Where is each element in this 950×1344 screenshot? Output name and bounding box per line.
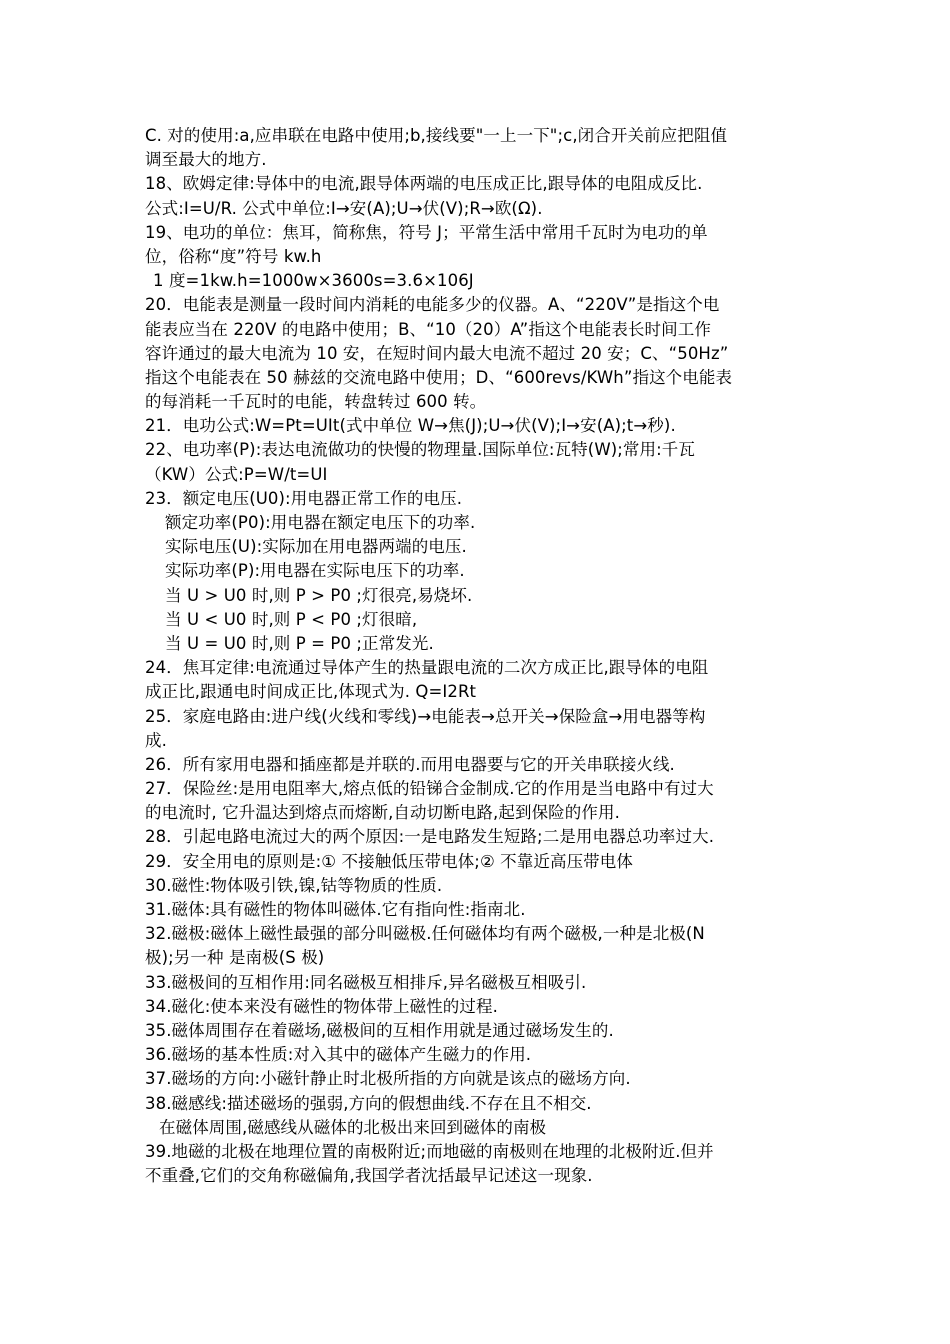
- text-line: 25．家庭电路由:进户线(火线和零线)→电能表→总开关→保险盒→用电器等构: [145, 706, 706, 726]
- text-line: 指这个电能表在 50 赫兹的交流电路中使用；D、“600revs/KWh”指这个电能表: [145, 367, 733, 387]
- text-line: 极);另一种 是南极(S 极): [145, 948, 325, 968]
- text-line: 在磁体周围,磁感线从磁体的北极出来回到磁体的南极: [159, 1117, 547, 1137]
- text-line: 29．安全用电的原则是:① 不接触低压带电体;② 不靠近高压带电体: [145, 851, 633, 871]
- text-line: 19、电功的单位：焦耳，简称焦，符号 J；平常生活中常用千瓦时为电功的单: [145, 222, 708, 242]
- text-line: 实际功率(P):用电器在实际电压下的功率.: [165, 561, 465, 581]
- text-line: 35.磁体周围存在着磁场,磁极间的互相作用就是通过磁场发生的.: [145, 1020, 614, 1040]
- text-line: 28．引起电路电流过大的两个原因:一是电路发生短路;二是用电器总功率过大.: [145, 827, 715, 847]
- text-line: 成正比,跟通电时间成正比,体现式为. Q=I2Rt: [145, 682, 477, 702]
- text-line: 调至最大的地方.: [145, 150, 267, 170]
- text-line: 的每消耗一千瓦时的电能，转盘转过 600 转。: [145, 392, 487, 412]
- text-line: 31.磁体:具有磁性的物体叫磁体.它有指向性:指南北.: [145, 900, 526, 919]
- text-line: 36.磁场的基本性质:对入其中的磁体产生磁力的作用.: [145, 1045, 532, 1065]
- text-line: 27．保险丝:是用电阻率大,熔点低的铅锑合金制成.它的作用是当电路中有过大: [145, 779, 714, 799]
- document-body: [145, 124, 815, 1188]
- text-line: 22、电功率(P):表达电流做功的快慢的物理量.国际单位:瓦特(W);常用:千瓦: [145, 440, 695, 460]
- text-line: 30.磁性:物体吸引铁,镍,钴等物质的性质.: [145, 875, 443, 895]
- text-line: 容许通过的最大电流为 10 安，在短时间内最大电流不超过 20 安；C、“50Hz”: [145, 343, 729, 363]
- text-line: 位，俗称“度”符号 kw.h: [145, 246, 322, 266]
- text-line: 的电流时, 它升温达到熔点而熔断,自动切断电路,起到保险的作用.: [145, 803, 620, 823]
- text-line: 18、欧姆定律:导体中的电流,跟导体两端的电压成正比,跟导体的电阻成反比.: [145, 174, 703, 194]
- text-line: 26．所有家用电器和插座都是并联的.而用电器要与它的开关串联接火线.: [145, 754, 675, 774]
- text-line: 当 U > U0 时,则 P > P0 ;灯很亮,易烧坏.: [165, 585, 473, 605]
- text-line: 当 U = U0 时,则 P = P0 ;正常发光.: [165, 633, 434, 653]
- text-line: 24．焦耳定律:电流通过导体产生的热量跟电流的二次方成正比,跟导体的电阻: [145, 658, 709, 678]
- text-line: C. 对的使用:a,应串联在电路中使用;b,接线要"一上一下";c,闭合开关前应把阻值: [145, 126, 728, 145]
- text-line: 不重叠,它们的交角称磁偏角,我国学者沈括最早记述这一现象.: [145, 1166, 593, 1186]
- text-line: 额定功率(P0):用电器在额定电压下的功率.: [165, 513, 476, 532]
- text-line: （KW）公式:P=W/t=UI: [145, 464, 328, 484]
- text-line: 20．电能表是测量一段时间内消耗的电能多少的仪器。A、“220V”是指这个电: [145, 295, 720, 315]
- text-line: 公式:I=U/R. 公式中单位:I→安(A);U→伏(V);R→欧(Ω).: [145, 198, 543, 218]
- text-line: 1 度=1kw.h=1000w×3600s=3.6×106J: [153, 271, 474, 291]
- text-line: 39.地磁的北极在地理位置的南极附近;而地磁的南极则在地理的北极附近.但并: [145, 1141, 714, 1161]
- text-line: 能表应当在 220V 的电路中使用；B、“10（20）A”指这个电能表长时间工作: [145, 319, 711, 339]
- text-line: 成.: [145, 730, 167, 750]
- text-line: 34.磁化:使本来没有磁性的物体带上磁性的过程.: [145, 996, 498, 1016]
- text-line: 实际电压(U):实际加在用电器两端的电压.: [165, 537, 467, 557]
- text-line: 23．额定电压(U0):用电器正常工作的电压.: [145, 488, 463, 508]
- text-line: 21．电功公式:W=Pt=UIt(式中单位 W→焦(J);U→伏(V);I→安(A);t→秒).: [145, 416, 676, 436]
- text-line: 33.磁极间的互相作用:同名磁极互相排斥,异名磁极互相吸引.: [145, 972, 587, 992]
- text-line: 37.磁场的方向:小磁针静止时北极所指的方向就是该点的磁场方向.: [145, 1069, 631, 1089]
- text-line: 32.磁极:磁体上磁性最强的部分叫磁极.任何磁体均有两个磁极,一种是北极(N: [145, 924, 705, 944]
- text-line: 当 U < U0 时,则 P < P0 ;灯很暗,: [165, 609, 418, 629]
- text-line: 38.磁感线:描述磁场的强弱,方向的假想曲线.不存在且不相交.: [145, 1093, 592, 1113]
